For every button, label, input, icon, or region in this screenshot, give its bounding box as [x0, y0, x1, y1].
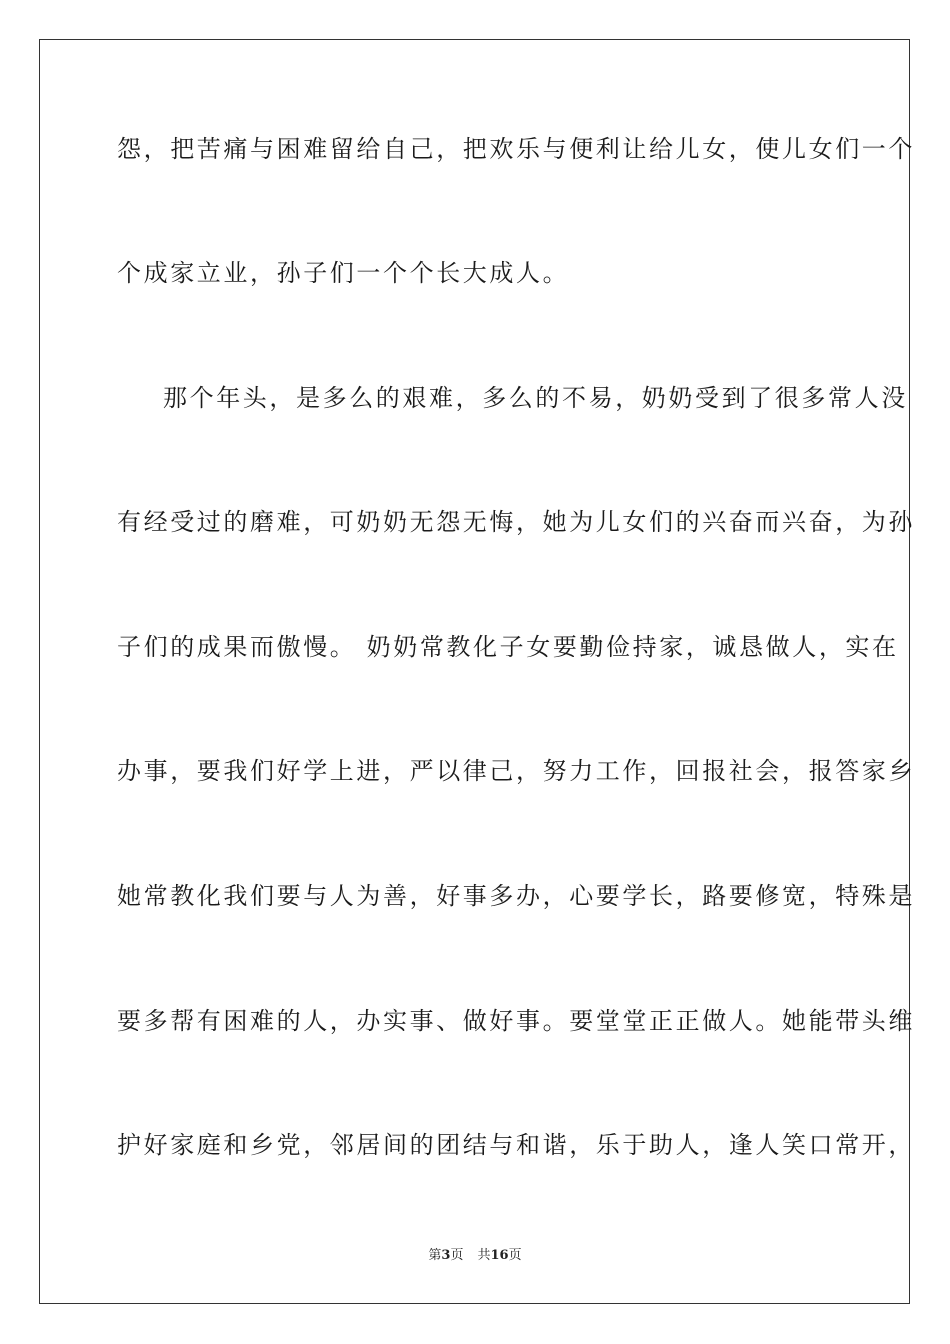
text-line-4: 有经受过的磨难，可奶奶无怨无悔，她为儿女们的兴奋而兴奋，为孙	[117, 508, 915, 536]
text-line-8: 要多帮有困难的人，办实事、做好事。要堂堂正正做人。她能带头维	[117, 1007, 915, 1035]
text-line-9: 护好家庭和乡党，邻居间的团结与和谐，乐于助人，逢人笑口常开，	[117, 1131, 915, 1159]
text-line-5: 子们的成果而傲慢。 奶奶常教化子女要勤俭持家，诚恳做人，实在	[117, 633, 899, 661]
text-line-2: 个成家立业，孙子们一个个长大成人。	[117, 259, 570, 287]
text-line-1: 怨，把苦痛与困难留给自己，把欢乐与便利让给儿女，使儿女们一个	[117, 135, 915, 163]
page-number: 3	[441, 1248, 451, 1263]
page-footer	[0, 1247, 950, 1265]
total-pages: 16	[490, 1248, 509, 1263]
page-prefix: 第	[428, 1248, 442, 1263]
page-suffix: 页	[450, 1248, 464, 1263]
text-line-7: 她常教化我们要与人为善，好事多办，心要学长，路要修宽，特殊是	[117, 882, 915, 910]
page-frame	[39, 39, 915, 1304]
paragraph-first-line: 那个年头，是多么的艰难，多么的不易，奶奶受到了很多常人没	[163, 384, 908, 412]
text-line-6: 办事，要我们好学上进，严以律己，努力工作，回报社会，报答家乡	[117, 757, 915, 785]
total-suffix: 页	[508, 1248, 522, 1263]
total-prefix: 共	[477, 1248, 491, 1263]
